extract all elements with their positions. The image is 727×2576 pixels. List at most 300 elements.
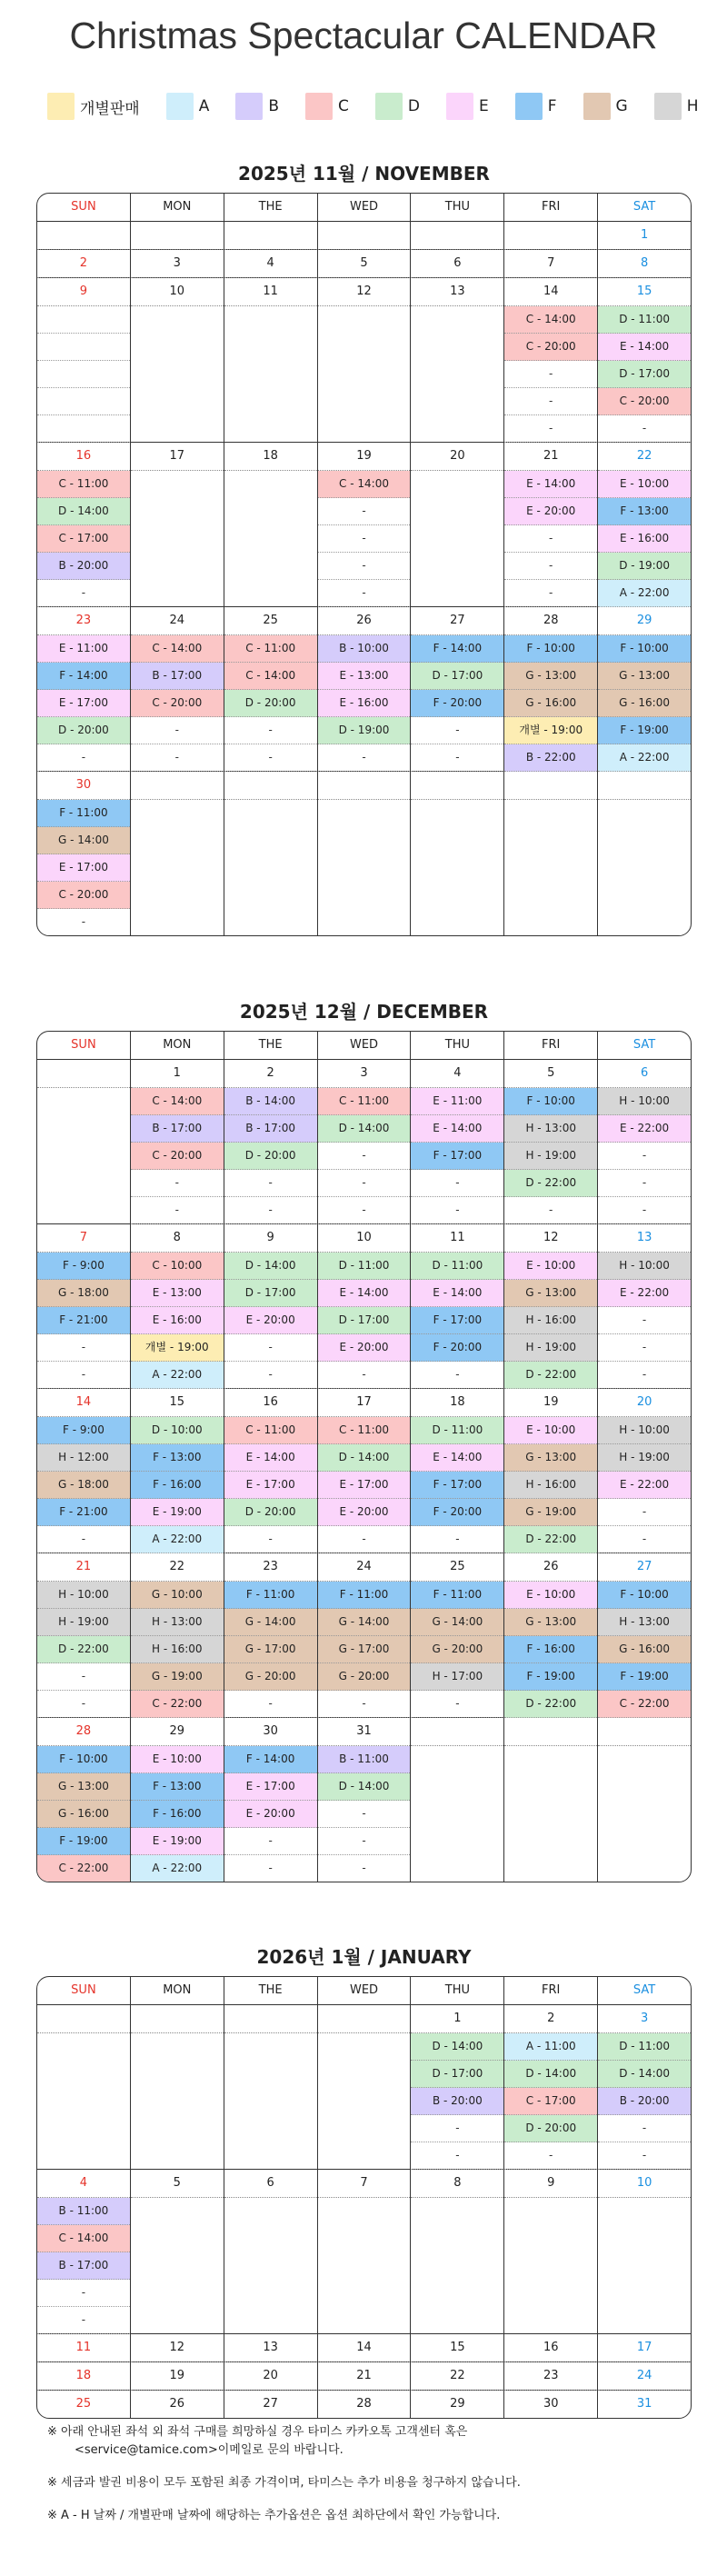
day-cell [410,1389,503,1553]
show-slot[interactable]: B - 11:00 [37,2198,130,2225]
day-cell [410,1718,503,1882]
show-slot[interactable]: F - 9:00 [37,1253,130,1280]
show-slot[interactable]: G - 13:00 [504,1444,597,1472]
day-number: 4 [411,1060,503,1088]
day-number: 21 [37,1553,130,1582]
day-cell [130,2391,224,2418]
show-slot[interactable]: H - 17:00 [411,1663,503,1691]
day-number: 7 [504,250,597,278]
show-slot[interactable]: E - 16:00 [598,525,691,553]
day-cell [130,1224,224,1388]
show-slot[interactable]: C - 20:00 [598,388,691,415]
show-slot[interactable]: C - 11:00 [224,635,317,663]
show-slot[interactable]: G - 14:00 [224,1609,317,1636]
show-slot[interactable]: D - 20:00 [37,717,130,744]
show-slot[interactable]: E - 10:00 [504,1253,597,1280]
legend-swatch [515,93,543,120]
show-slot[interactable]: F - 19:00 [37,1828,130,1855]
day-cell [37,2391,130,2418]
show-slot: - [318,1691,411,1718]
show-slot[interactable]: E - 14:00 [411,1115,503,1143]
day-number [37,222,130,250]
show-slot[interactable]: D - 11:00 [411,1417,503,1444]
show-slot[interactable]: C - 14:00 [131,635,224,663]
show-slot[interactable]: G - 14:00 [411,1609,503,1636]
day-cell [597,1553,691,1717]
show-slot[interactable]: E - 17:00 [224,1472,317,1499]
show-slot[interactable]: F - 16:00 [131,1472,224,1499]
show-slot[interactable]: G - 17:00 [318,1636,411,1663]
show-slot[interactable]: B - 20:00 [411,2088,503,2115]
show-slot: - [411,2142,503,2170]
day-number: 5 [131,2170,224,2198]
show-slot[interactable]: E - 13:00 [131,1280,224,1307]
day-number: 31 [318,1718,411,1746]
show-slot[interactable]: E - 11:00 [411,1088,503,1115]
show-slot[interactable]: E - 10:00 [131,1746,224,1773]
show-slot[interactable]: F - 19:00 [504,1663,597,1691]
legend-item [375,93,420,120]
show-slot[interactable]: G - 20:00 [224,1663,317,1691]
show-slot[interactable]: F - 21:00 [37,1499,130,1526]
show-slot[interactable]: G - 18:00 [37,1472,130,1499]
show-slot[interactable]: E - 17:00 [37,690,130,717]
day-number [504,1718,597,1746]
show-slot: - [37,580,130,607]
show-slot[interactable]: F - 10:00 [598,1582,691,1609]
legend-item [583,93,628,120]
show-slot[interactable]: G - 13:00 [504,1280,597,1307]
show-slot[interactable]: D - 14:00 [224,1253,317,1280]
day-number [318,772,411,800]
show-slot[interactable]: D - 20:00 [224,690,317,717]
show-slot[interactable]: D - 17:00 [224,1280,317,1307]
show-slot[interactable]: F - 10:00 [37,1746,130,1773]
show-slot[interactable]: D - 17:00 [411,2061,503,2088]
show-slot[interactable]: F - 10:00 [504,635,597,663]
show-slot[interactable]: H - 10:00 [598,1088,691,1115]
day-cell [597,278,691,442]
day-cell [224,1389,317,1553]
day-cell [37,250,130,277]
legend-item [305,93,349,120]
show-slot[interactable]: G - 17:00 [224,1636,317,1663]
show-slot: - [318,1828,411,1855]
show-slot[interactable]: D - 22:00 [504,1362,597,1389]
show-slot[interactable]: C - 17:00 [504,2088,597,2115]
show-slot[interactable]: 개별 - 19:00 [131,1334,224,1362]
show-slot[interactable]: F - 14:00 [37,663,130,690]
show-slot[interactable]: E - 14:00 [598,334,691,361]
show-slot[interactable]: E - 20:00 [504,498,597,525]
show-slot: - [411,1170,503,1197]
show-slot[interactable]: G - 13:00 [504,1609,597,1636]
show-slot: - [37,1362,130,1389]
weekday-sat: SAT [597,1032,691,1059]
show-slot[interactable]: B - 20:00 [37,553,130,580]
show-slot[interactable]: D - 14:00 [318,1115,411,1143]
day-cell [130,1389,224,1553]
day-cell [410,250,503,277]
day-cell [317,250,411,277]
show-slot[interactable]: E - 14:00 [504,471,597,498]
show-slot[interactable]: E - 17:00 [224,1773,317,1801]
legend-swatch [583,93,611,120]
show-slot[interactable]: G - 18:00 [37,1280,130,1307]
day-number: 12 [504,1224,597,1253]
show-slot[interactable]: E - 14:00 [411,1444,503,1472]
show-slot[interactable]: B - 22:00 [504,744,597,772]
week-row [37,2334,691,2362]
show-slot[interactable]: E - 19:00 [131,1499,224,1526]
page-title: Christmas Spectacular CALENDAR [69,15,658,56]
show-slot[interactable]: D - 14:00 [37,498,130,525]
show-slot[interactable]: F - 20:00 [411,1334,503,1362]
show-slot[interactable]: C - 22:00 [131,1691,224,1718]
show-slot[interactable]: E - 17:00 [37,854,130,882]
show-slot[interactable]: F - 19:00 [598,1663,691,1691]
note-text: ※ A - H 날짜 / 개별판매 날짜에 해당하는 추가옵션은 옵션 최하단에서 확인 가능합니다. [47,2509,501,2522]
show-slot[interactable]: D - 17:00 [598,361,691,388]
day-cell [410,443,503,606]
show-slot[interactable]: F - 16:00 [504,1636,597,1663]
day-number: 10 [131,278,224,306]
show-slot: - [411,1691,503,1718]
show-slot[interactable]: D - 10:00 [131,1417,224,1444]
show-slot[interactable]: C - 14:00 [318,471,411,498]
day-number: 28 [504,607,597,635]
show-slot[interactable]: C - 14:00 [504,306,597,334]
day-cell [317,2391,411,2418]
show-slot[interactable]: F - 17:00 [411,1472,503,1499]
calendar-january [36,1943,692,2419]
weekday-mon: MON [130,1032,224,1059]
show-slot[interactable]: D - 19:00 [598,553,691,580]
show-slot[interactable]: H - 19:00 [598,1444,691,1472]
show-slot [37,306,130,334]
show-slot[interactable]: B - 17:00 [131,663,224,690]
day-cell [317,443,411,606]
day-cell [503,1389,597,1553]
day-number: 15 [131,1389,224,1417]
show-slot[interactable]: G - 19:00 [504,1499,597,1526]
show-slot[interactable]: H - 10:00 [598,1253,691,1280]
show-slot[interactable]: G - 13:00 [504,663,597,690]
show-slot[interactable]: F - 11:00 [411,1582,503,1609]
show-slot[interactable]: F - 20:00 [411,690,503,717]
weekday-fri: FRI [503,1032,597,1059]
day-cell [224,2005,317,2169]
day-cell [37,2362,130,2390]
day-number [37,2005,130,2033]
show-slot[interactable]: A - 22:00 [598,744,691,772]
day-number [224,222,317,250]
show-slot[interactable]: D - 14:00 [504,2061,597,2088]
show-slot: - [224,1362,317,1389]
day-number: 14 [37,1389,130,1417]
show-slot[interactable]: E - 19:00 [131,1828,224,1855]
day-number: 17 [318,1389,411,1417]
show-slot[interactable]: F - 11:00 [37,800,130,827]
show-slot[interactable]: E - 14:00 [318,1280,411,1307]
day-cell [503,2391,597,2418]
show-slot[interactable]: B - 14:00 [224,1088,317,1115]
day-number: 16 [37,443,130,471]
show-slot[interactable]: G - 20:00 [318,1663,411,1691]
show-slot: - [598,1143,691,1170]
show-slot[interactable]: E - 16:00 [131,1307,224,1334]
show-slot[interactable]: A - 22:00 [131,1855,224,1882]
show-slot[interactable]: E - 17:00 [318,1472,411,1499]
show-slot[interactable]: C - 14:00 [131,1088,224,1115]
show-slot: - [598,1362,691,1389]
show-slot[interactable]: C - 10:00 [131,1253,224,1280]
week-row [37,2170,691,2334]
show-slot: - [318,580,411,607]
show-slot[interactable]: F - 19:00 [598,717,691,744]
day-cell [224,2362,317,2390]
show-slot: - [37,2307,130,2334]
legend-label: B [268,97,280,115]
show-slot[interactable]: D - 22:00 [504,1691,597,1718]
show-slot[interactable]: E - 20:00 [318,1499,411,1526]
day-number [411,222,503,250]
day-number: 7 [318,2170,411,2198]
show-slot[interactable]: H - 19:00 [504,1143,597,1170]
show-slot[interactable]: C - 11:00 [224,1417,317,1444]
day-cell [503,2362,597,2390]
show-slot[interactable]: C - 11:00 [37,471,130,498]
show-slot[interactable]: H - 10:00 [37,1582,130,1609]
day-number: 10 [318,1224,411,1253]
show-slot[interactable]: H - 13:00 [598,1609,691,1636]
show-slot[interactable]: B - 17:00 [131,1115,224,1143]
day-cell [130,772,224,935]
show-slot[interactable]: G - 14:00 [318,1609,411,1636]
show-slot[interactable]: G - 10:00 [131,1582,224,1609]
show-slot[interactable]: F - 13:00 [131,1773,224,1801]
show-slot[interactable]: B - 17:00 [224,1115,317,1143]
show-slot[interactable]: 개별 - 19:00 [504,717,597,744]
weekday-sat: SAT [597,1977,691,2004]
show-slot[interactable]: E - 16:00 [318,690,411,717]
show-slot[interactable]: E - 22:00 [598,1115,691,1143]
show-slot[interactable]: F - 11:00 [318,1582,411,1609]
weekday-the: THE [224,1032,317,1059]
show-slot[interactable]: C - 14:00 [37,2225,130,2252]
show-slot[interactable]: B - 11:00 [318,1746,411,1773]
day-number: 29 [598,607,691,635]
day-number [411,1718,503,1746]
show-slot[interactable]: E - 20:00 [224,1307,317,1334]
show-slot[interactable]: F - 21:00 [37,1307,130,1334]
show-slot: - [318,744,411,772]
show-slot[interactable]: D - 11:00 [598,306,691,334]
show-slot: - [598,415,691,443]
show-slot[interactable]: E - 10:00 [504,1582,597,1609]
show-slot[interactable]: C - 20:00 [131,690,224,717]
show-slot[interactable]: D - 22:00 [37,1636,130,1663]
show-slot[interactable]: H - 10:00 [598,1417,691,1444]
show-slot[interactable]: G - 13:00 [598,663,691,690]
day-number: 12 [131,2334,224,2362]
show-slot[interactable]: F - 14:00 [411,635,503,663]
show-slot[interactable]: D - 17:00 [411,663,503,690]
show-slot[interactable]: D - 11:00 [411,1253,503,1280]
show-slot[interactable]: B - 20:00 [598,2088,691,2115]
show-slot[interactable]: D - 22:00 [504,1526,597,1553]
day-number: 1 [411,2005,503,2033]
show-slot[interactable]: E - 20:00 [318,1334,411,1362]
show-slot[interactable]: G - 19:00 [131,1663,224,1691]
show-slot[interactable]: F - 9:00 [37,1417,130,1444]
show-slot[interactable]: F - 17:00 [411,1307,503,1334]
day-cell [503,2334,597,2361]
show-slot[interactable]: A - 22:00 [598,580,691,607]
week-row [37,1389,691,1553]
weekday-mon: MON [130,1977,224,2004]
show-slot[interactable]: F - 16:00 [131,1801,224,1828]
show-slot[interactable]: D - 14:00 [318,1773,411,1801]
show-slot[interactable]: F - 17:00 [411,1143,503,1170]
week-row [37,2362,691,2391]
show-slot[interactable]: D - 20:00 [224,1499,317,1526]
show-slot[interactable]: B - 10:00 [318,635,411,663]
show-slot[interactable]: F - 20:00 [411,1499,503,1526]
show-slot[interactable]: E - 22:00 [598,1280,691,1307]
day-number: 18 [411,1389,503,1417]
day-number: 22 [131,1553,224,1582]
day-number: 13 [411,278,503,306]
show-slot[interactable]: E - 10:00 [598,471,691,498]
show-slot[interactable]: H - 13:00 [131,1609,224,1636]
week-row [37,278,691,443]
show-slot[interactable]: F - 14:00 [224,1746,317,1773]
week-row [37,772,691,935]
show-slot[interactable]: C - 20:00 [504,334,597,361]
show-slot: - [37,2280,130,2307]
show-slot[interactable]: C - 20:00 [37,882,130,909]
show-slot[interactable]: D - 22:00 [504,1170,597,1197]
day-number: 20 [598,1389,691,1417]
show-slot[interactable]: G - 16:00 [598,1636,691,1663]
note-item [47,2423,683,2460]
day-number: 18 [37,2362,130,2391]
show-slot[interactable]: C - 17:00 [37,525,130,553]
calendar-table [36,1976,692,2419]
show-slot[interactable]: B - 17:00 [37,2252,130,2280]
show-slot [37,361,130,388]
show-slot: - [224,1170,317,1197]
day-number: 25 [37,2391,130,2419]
show-slot[interactable]: D - 14:00 [318,1444,411,1472]
day-cell [503,2170,597,2333]
show-slot[interactable]: C - 22:00 [598,1691,691,1718]
day-number: 2 [37,250,130,278]
day-cell [410,2334,503,2361]
show-slot: - [504,580,597,607]
day-number [37,1060,130,1088]
show-slot[interactable]: D - 14:00 [598,2061,691,2088]
show-slot[interactable]: C - 11:00 [318,1088,411,1115]
show-slot[interactable]: E - 10:00 [504,1417,597,1444]
show-slot[interactable]: F - 10:00 [504,1088,597,1115]
show-slot[interactable]: G - 16:00 [598,690,691,717]
show-slot[interactable]: F - 13:00 [131,1444,224,1472]
month-title: 2026년 1월 / JANUARY [256,1946,472,1968]
show-slot[interactable]: D - 14:00 [411,2033,503,2061]
show-slot[interactable]: D - 19:00 [318,717,411,744]
calendar-table [36,193,692,936]
show-slot[interactable]: C - 22:00 [37,1855,130,1882]
day-number: 8 [131,1224,224,1253]
show-slot[interactable]: G - 20:00 [411,1636,503,1663]
show-slot[interactable]: G - 16:00 [37,1801,130,1828]
show-slot[interactable]: G - 13:00 [37,1773,130,1801]
show-slot: - [318,1526,411,1553]
show-slot[interactable]: F - 10:00 [598,635,691,663]
show-slot[interactable]: E - 14:00 [224,1444,317,1472]
day-cell [224,1553,317,1717]
show-slot[interactable]: G - 14:00 [37,827,130,854]
show-slot[interactable]: E - 14:00 [411,1280,503,1307]
day-cell [597,1224,691,1388]
show-slot[interactable]: F - 13:00 [598,498,691,525]
show-slot[interactable]: C - 14:00 [224,663,317,690]
show-slot[interactable]: A - 11:00 [504,2033,597,2061]
day-cell [317,607,411,771]
show-slot[interactable]: G - 16:00 [504,690,597,717]
show-slot[interactable]: A - 22:00 [131,1526,224,1553]
show-slot[interactable]: D - 11:00 [318,1253,411,1280]
show-slot: - [504,388,597,415]
day-cell [130,2005,224,2169]
show-slot[interactable]: E - 22:00 [598,1472,691,1499]
show-slot: - [504,361,597,388]
day-number: 5 [318,250,411,278]
show-slot[interactable]: H - 16:00 [504,1307,597,1334]
show-slot[interactable]: C - 11:00 [318,1417,411,1444]
day-number [504,772,597,800]
weekday-header [37,194,691,222]
show-slot[interactable]: H - 19:00 [37,1609,130,1636]
show-slot[interactable]: H - 16:00 [504,1472,597,1499]
day-number: 2 [504,2005,597,2033]
show-slot: - [318,1801,411,1828]
show-slot[interactable]: C - 20:00 [131,1143,224,1170]
day-cell [37,1553,130,1717]
show-slot[interactable]: F - 11:00 [224,1582,317,1609]
show-slot[interactable]: H - 13:00 [504,1115,597,1143]
show-slot[interactable]: D - 20:00 [504,2115,597,2142]
show-slot[interactable]: H - 12:00 [37,1444,130,1472]
day-cell [224,1060,317,1223]
show-slot[interactable]: H - 16:00 [131,1636,224,1663]
show-slot[interactable]: A - 22:00 [131,1362,224,1389]
show-slot[interactable]: D - 17:00 [318,1307,411,1334]
day-number: 7 [37,1224,130,1253]
show-slot[interactable]: D - 11:00 [598,2033,691,2061]
show-slot: - [224,1526,317,1553]
day-cell [503,1718,597,1882]
show-slot[interactable]: E - 13:00 [318,663,411,690]
show-slot[interactable]: E - 11:00 [37,635,130,663]
day-number [598,772,691,800]
show-slot[interactable]: D - 20:00 [224,1143,317,1170]
week-row [37,1224,691,1389]
show-slot[interactable]: H - 19:00 [504,1334,597,1362]
show-slot[interactable]: E - 20:00 [224,1801,317,1828]
